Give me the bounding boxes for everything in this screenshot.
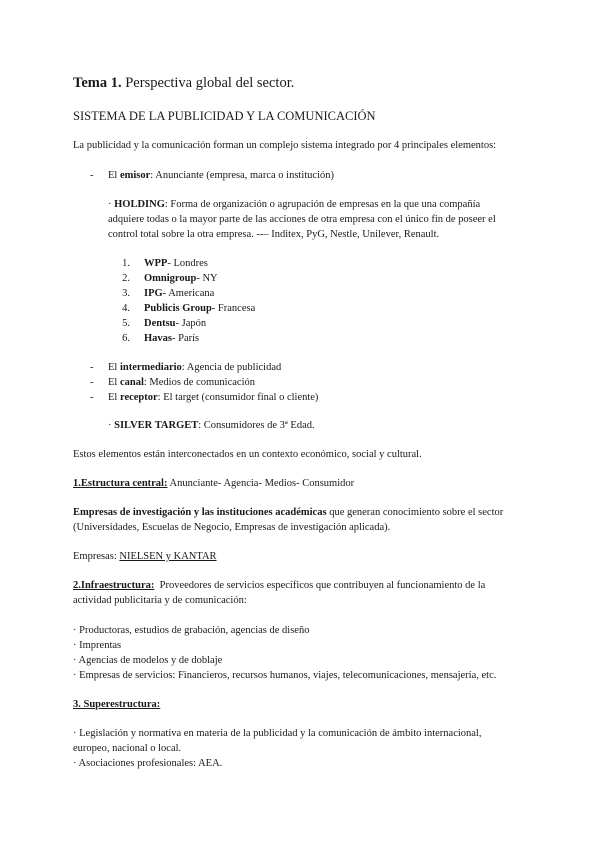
element-pre: El bbox=[108, 377, 120, 388]
list-item bbox=[144, 272, 218, 286]
agency-origin: - Americana bbox=[162, 288, 215, 299]
list-number: 2. bbox=[122, 273, 130, 284]
title-rest: Perspectiva global del sector. bbox=[121, 75, 295, 91]
empresas-inv-rest: que generan conocimiento sobre el sector bbox=[326, 507, 504, 518]
list-item: · Productoras, estudios de grabación, agencias de diseño bbox=[73, 625, 310, 636]
list-item bbox=[144, 317, 206, 331]
silver-target bbox=[108, 419, 315, 433]
intro-paragraph: La publicidad y la comunicación forman un complejo sistema integrado por 4 principales elementos: bbox=[73, 140, 497, 151]
agency-origin: - NY bbox=[196, 273, 218, 284]
title-tema: Tema 1. bbox=[73, 75, 122, 91]
holding-line-3: control total sobre la otra empresa. --– Inditex, PyG, Nestle, Unilever, Renault. bbox=[108, 229, 440, 240]
element-rest: : Medios de comunicación bbox=[143, 377, 255, 388]
list-item: · Empresas de servicios: Financieros, recursos humanos, viajes, telecomunicaciones, mensajería, etc. bbox=[73, 670, 497, 681]
list-item-receptor bbox=[108, 391, 318, 405]
agency-origin: - París bbox=[172, 333, 200, 344]
list-item bbox=[144, 287, 214, 301]
empresas-underlined: NIELSEN y KANTAR bbox=[119, 551, 217, 562]
holding-text-1: : Forma de organización o agrupación de empresas en la que una compañía bbox=[164, 199, 481, 210]
list-item bbox=[144, 257, 208, 271]
list-item bbox=[144, 332, 199, 346]
page-title bbox=[73, 74, 294, 92]
list-item-intermediario bbox=[108, 361, 281, 375]
empresas-inv-line-1 bbox=[73, 506, 503, 520]
agency-name: Havas bbox=[144, 333, 173, 344]
list-number: 4. bbox=[122, 303, 130, 314]
silver-rest: : Consumidores de 3ª Edad. bbox=[198, 420, 315, 431]
agency-origin: - Londres bbox=[167, 258, 208, 269]
list-item: · Imprentas bbox=[73, 640, 122, 651]
agency-name: Publicis Group bbox=[144, 303, 212, 314]
list-item-canal bbox=[108, 376, 255, 390]
infraestructura-label: 2.Infraestructura: bbox=[73, 580, 155, 591]
agency-name: Omnigroup bbox=[144, 273, 197, 284]
estructura-central bbox=[73, 477, 354, 491]
emisor-bold: emisor bbox=[119, 170, 151, 181]
list-number: 1. bbox=[122, 258, 130, 269]
holding-line-2: adquiere todas o la mayor parte de las acciones de otra empresa con el único fin de poseer el bbox=[108, 214, 496, 225]
element-bold: canal bbox=[119, 377, 144, 388]
interconnected-paragraph: Estos elementos están interconectados en un contexto económico, social y cultural. bbox=[73, 449, 422, 460]
element-pre: El bbox=[108, 362, 120, 373]
list-number: 3. bbox=[122, 288, 130, 299]
agency-origin: - Japón bbox=[175, 318, 207, 329]
empresas-pre: Empresas: bbox=[73, 551, 120, 562]
element-bold: receptor bbox=[119, 392, 158, 403]
emisor-rest: : Anunciante (empresa, marca o institución) bbox=[150, 170, 334, 181]
empresas-inv-bold: Empresas de investigación y las instituciones académicas bbox=[73, 507, 327, 518]
empresas-line bbox=[73, 550, 217, 564]
list-dash: - bbox=[90, 377, 94, 388]
empresas-inv-line-2: (Universidades, Escuelas de Negocio, Empresas de investigación aplicada). bbox=[73, 522, 391, 533]
list-number: 6. bbox=[122, 333, 130, 344]
section-heading: SISTEMA DE LA PUBLICIDAD Y LA COMUNICACIÓN bbox=[73, 109, 376, 123]
infraestructura-rest: Proveedores de servicios específicos que contribuyen al funcionamiento de la bbox=[154, 580, 486, 591]
list-dash: - bbox=[90, 392, 94, 403]
agency-name: Dentsu bbox=[144, 318, 176, 329]
list-dash: - bbox=[90, 362, 94, 373]
super-line-3: · Asociaciones profesionales: AEA. bbox=[73, 758, 223, 769]
infraestructura-line-1 bbox=[73, 579, 485, 593]
element-rest: : El target (consumidor final o cliente) bbox=[157, 392, 319, 403]
estructura-label: 1.Estructura central: bbox=[73, 478, 168, 489]
list-item bbox=[144, 302, 255, 316]
silver-bullet: · bbox=[108, 420, 112, 431]
agency-name: IPG bbox=[144, 288, 163, 299]
holding-line-1 bbox=[108, 198, 480, 212]
element-bold: intermediario bbox=[119, 362, 182, 373]
list-number: 5. bbox=[122, 318, 130, 329]
super-line-2: europeo, nacional o local. bbox=[73, 743, 182, 754]
superestructura-label: 3. Superestructura: bbox=[73, 699, 161, 710]
estructura-rest: Anunciante- Agencia- Medios- Consumidor bbox=[167, 478, 355, 489]
silver-bold: SILVER TARGET bbox=[114, 420, 199, 431]
holding-bullet: · bbox=[108, 199, 112, 210]
agency-origin: - Francesa bbox=[211, 303, 256, 314]
infraestructura-line-2: actividad publicitaria y de comunicación: bbox=[73, 595, 247, 606]
emisor-pre: El bbox=[108, 170, 120, 181]
element-rest: : Agencia de publicidad bbox=[181, 362, 282, 373]
holding-bold: HOLDING bbox=[114, 199, 165, 210]
element-pre: El bbox=[108, 392, 120, 403]
agency-name: WPP bbox=[144, 258, 168, 269]
list-item-emisor bbox=[108, 169, 334, 183]
super-line-1: · Legislación y normativa en materia de la publicidad y la comunicación de ámbito internacional, bbox=[73, 728, 482, 739]
list-item: · Agencias de modelos y de doblaje bbox=[73, 655, 223, 666]
list-dash: - bbox=[90, 170, 94, 181]
superestructura-heading bbox=[73, 698, 160, 712]
